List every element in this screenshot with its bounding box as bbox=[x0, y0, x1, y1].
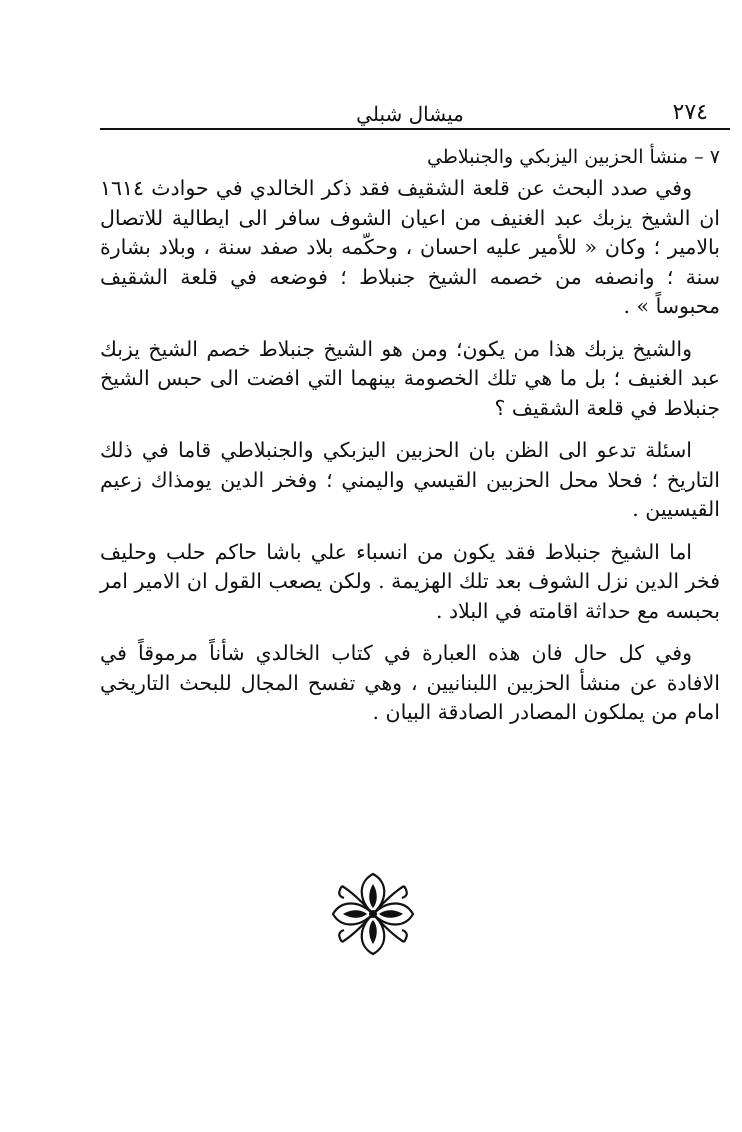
section-heading: ٧ – منشأ الحزبين اليزبكي والجنبلاطي bbox=[426, 146, 720, 168]
running-title: ميشال شبلي bbox=[356, 102, 464, 126]
paragraph-5: وفي كل حال فان هذه العبارة في كتاب الخالدي شأناً مرموقاً في الافادة عن منشأ الحزبين اللبنانيين ، وهي تفسح المجال للبحث التاريخي امام من يملكون المصادر الصادقة البيان . bbox=[100, 641, 720, 724]
paragraph-4: اما الشيخ جنبلاط فقد يكون من انسباء علي باشا حاكم حلب وحليف فخر الدين نزل الشوف بعد تلك الهزيمة . ولكن يصعب القول ان الامير امر بحبسه مع حداثة اقامته في البلاد . bbox=[100, 539, 720, 623]
paragraph-2: والشيخ يزبك هذا من يكون؛ ومن هو الشيخ جنبلاط خصم الشيخ يزبك عبد الغنيف ؛ بل ما هي تلك الخصومة بينهما التي افضت الى حبس الشيخ جنبلاط في قلعة الشقيف ؟ bbox=[100, 336, 720, 420]
paragraph-1: وفي صدد البحث عن قلعة الشقيف فقد ذكر الخالدي في حوادث ١٦١٤ ان الشيخ يزبك عبد الغنيف من اعيان الشوف سافر الى ايطالية للاتصال بالامير ؛ وكان « للأمير عليه احسان ، وحكّمه بلاد صفد سنة ، وبلاد بشارة سنة ؛ وانصفه من خصمه الشيخ جنبلاط ؛ فوضعه في قلعة الشقيف محبوساً » . bbox=[100, 176, 720, 318]
page-number: ٢٧٤ bbox=[672, 100, 708, 125]
page-body bbox=[100, 142, 720, 741]
floral-ornament-icon bbox=[328, 870, 418, 958]
paragraph-3: اسئلة تدعو الى الظن بان الحزبين اليزبكي والجنبلاطي قاما في ذلك التاريخ ؛ فحلا محل الحزبين القيسي واليمني ؛ وفخر الدين يومذاك زعيم القيسيين . bbox=[100, 438, 720, 521]
header-rule bbox=[100, 128, 730, 130]
